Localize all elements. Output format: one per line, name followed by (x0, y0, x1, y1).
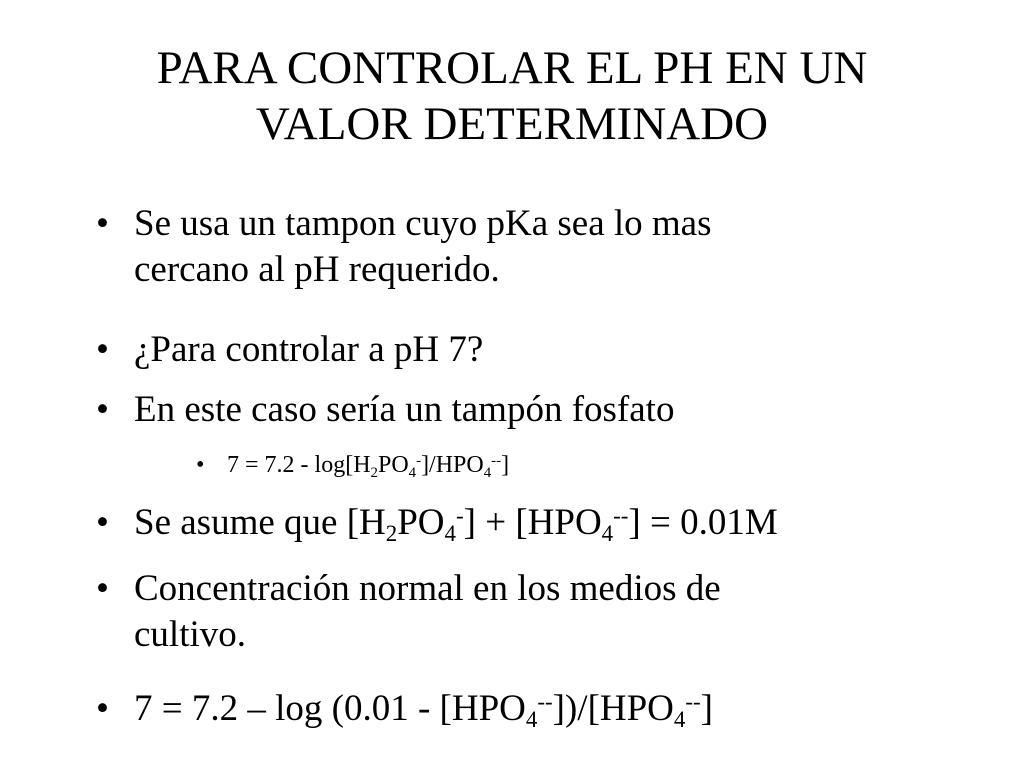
eq-subscript: 4 (483, 464, 492, 481)
eq-part: ] + [HPO (463, 502, 602, 543)
bullet-text (134, 686, 976, 732)
bullet-text-line-2: cultivo. (134, 614, 247, 655)
eq-part: 7 = 7.2 – log (0.01 - [HPO (134, 688, 526, 729)
eq-part: ] (700, 688, 713, 729)
eq-part: Se asume que [H (134, 502, 386, 543)
eq-part: ] (501, 452, 510, 478)
eq-superscript: -- (537, 689, 553, 714)
eq-subscript: 4 (444, 521, 456, 547)
bullet-text (134, 201, 976, 293)
eq-superscript: -- (685, 689, 701, 714)
bullet-text: ¿Para controlar a pH 7? (134, 329, 484, 370)
title-line-2: VALOR DETERMINADO (255, 98, 769, 150)
sub-bullet-equation (196, 450, 976, 480)
bullet-item-phosphate (96, 387, 976, 433)
bullet-text-line-1: Se usa un tampon cuyo pKa sea lo mas (134, 203, 712, 244)
bullet-text-line-2: cercano al pH requerido. (134, 249, 500, 290)
bullet-item-assumption (96, 500, 976, 546)
bullet-dot: • (96, 203, 109, 244)
bullet-text (134, 500, 976, 546)
equation-text (227, 450, 976, 480)
bullet-dot: • (196, 452, 205, 478)
bullet-item-pka (96, 201, 976, 293)
eq-subscript: 4 (525, 707, 538, 733)
bullet-dot: • (96, 568, 109, 609)
eq-superscript: -- (613, 503, 629, 528)
eq-part: ] = 0.01M (628, 502, 778, 543)
bullet-item-concentration (96, 566, 976, 658)
eq-part: PO (377, 452, 409, 478)
eq-part: ])/[HPO (552, 688, 674, 729)
eq-superscript: -- (491, 452, 502, 469)
eq-subscript: 2 (370, 464, 378, 481)
bullet-text (134, 566, 976, 658)
bullet-item-question (96, 327, 976, 373)
bullet-dot: • (96, 389, 109, 430)
bullet-dot: • (96, 502, 109, 543)
eq-part: PO (397, 502, 445, 543)
bullet-text: En este caso sería un tampón fosfato (134, 389, 675, 430)
eq-subscript: 4 (601, 521, 614, 547)
eq-part: ]/HPO (421, 452, 484, 478)
eq-superscript: - (456, 503, 464, 528)
bullet-dot: • (96, 329, 109, 370)
title-line-1: PARA CONTROLAR EL PH EN UN (156, 42, 868, 94)
bullet-dot: • (96, 688, 109, 729)
eq-superscript: - (416, 452, 422, 469)
bullet-item-final-equation (96, 686, 976, 732)
eq-subscript: 4 (673, 707, 686, 733)
eq-subscript: 4 (408, 464, 417, 481)
eq-subscript: 2 (385, 521, 398, 547)
bullet-text-line-1: Concentración normal en los medios de (134, 568, 721, 609)
eq-part: 7 = 7.2 - log[H (227, 452, 371, 478)
